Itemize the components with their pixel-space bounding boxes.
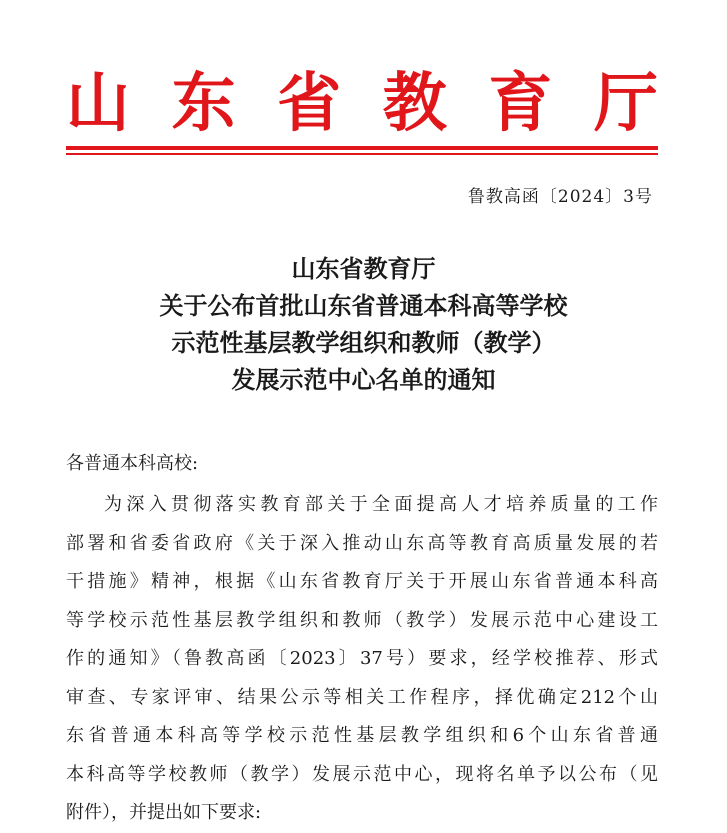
body-line: 等学校示范性基层教学组织和教师（教学）发展示范中心建设工 bbox=[66, 609, 658, 631]
masthead-char: 省 bbox=[277, 66, 342, 141]
masthead-char: 东 bbox=[171, 66, 236, 141]
salutation: 各普通本科高校: bbox=[66, 453, 199, 474]
body-line: 部署和省委省政府《关于深入推动山东高等教育高质量发展的若 bbox=[66, 532, 658, 554]
body-line: 东省普通本科高等学校示范性基层教学组织和6个山东省普通 bbox=[66, 725, 658, 746]
body-line: 本科高等学校教师（教学）发展示范中心，现将名单予以公布（见 bbox=[66, 763, 658, 785]
masthead-char: 育 bbox=[488, 66, 553, 141]
masthead-rule-thin bbox=[66, 153, 658, 155]
body-line: 为深入贯彻落实教育部关于全面提高人才培养质量的工作 bbox=[104, 494, 658, 515]
body-line: 审查、专家评审、结果公示等相关工作程序，择优确定212个山 bbox=[66, 686, 658, 708]
masthead-char: 教 bbox=[382, 66, 447, 141]
title-line: 示范性基层教学组织和教师（教学） bbox=[171, 328, 556, 357]
document-title bbox=[40, 250, 687, 398]
masthead-rule-thick bbox=[66, 146, 658, 150]
title-line: 关于公布首批山东省普通本科高等学校 bbox=[159, 291, 568, 320]
body-paragraph bbox=[66, 486, 658, 833]
masthead-char: 厅 bbox=[593, 66, 658, 141]
masthead-title bbox=[66, 66, 658, 142]
document-number: 鲁教高函〔2024〕3号 bbox=[467, 187, 653, 207]
body-line: 干措施》精神，根据《山东省教育厅关于开展山东省普通本科高 bbox=[66, 571, 658, 592]
masthead-char: 山 bbox=[66, 66, 130, 141]
title-line: 山东省教育厅 bbox=[291, 254, 436, 283]
body-line: 作的通知》（鲁教高函〔2023〕37号）要求，经学校推荐、形式 bbox=[66, 648, 658, 669]
title-line: 发展示范中心名单的通知 bbox=[231, 365, 496, 394]
body-line: 附件），并提出如下要求: bbox=[66, 802, 262, 823]
